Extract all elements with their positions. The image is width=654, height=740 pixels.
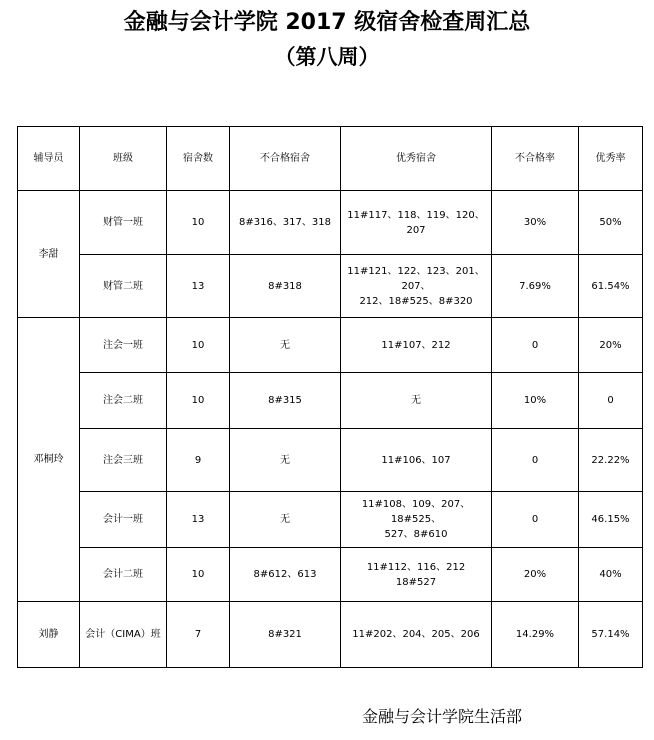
- cell-class: 会计二班: [80, 548, 167, 602]
- cell-fail-rate: 0: [492, 429, 579, 492]
- cell-excellent-rate: 22.22%: [579, 429, 643, 492]
- cell-excellent-dorms: [341, 492, 492, 548]
- cell-fail-dorms: 8#316、317、318: [230, 191, 341, 255]
- table-row: [18, 548, 643, 602]
- header-counselor: 辅导员: [18, 127, 80, 191]
- document-title: 金融与会计学院 2017 级宿舍检查周汇总: [123, 10, 531, 35]
- cell-fail-dorms: 无: [230, 492, 341, 548]
- cell-dorm-count: 9: [167, 429, 230, 492]
- cell-class: 财管二班: [80, 255, 167, 318]
- cell-excellent-dorms: [341, 429, 492, 492]
- cell-fail-dorms: 无: [230, 429, 341, 492]
- cell-fail-rate: 10%: [492, 373, 579, 429]
- table-row: [18, 318, 643, 373]
- cell-fail-rate: 0: [492, 318, 579, 373]
- cell-fail-dorms: 无: [230, 318, 341, 373]
- excellent-dorms-line: 11#112、116、212: [366, 561, 466, 573]
- cell-class: 注会二班: [80, 373, 167, 429]
- excellent-dorms-line: 11#108、109、207、18#525、: [361, 499, 471, 525]
- cell-excellent-rate: 20%: [579, 318, 643, 373]
- excellent-dorms-line: 212、18#525、8#320: [359, 295, 473, 307]
- excellent-dorms-line: 527、8#610: [384, 529, 448, 540]
- header-excellent-dorms: 优秀宿舍: [341, 127, 492, 191]
- cell-dorm-count: 7: [167, 602, 230, 668]
- excellent-dorms-line: 11#121、122、123、201、207、: [347, 265, 485, 292]
- cell-excellent-rate: 57.14%: [579, 602, 643, 668]
- cell-dorm-count: 10: [167, 191, 230, 255]
- excellent-dorms-line: 11#106、107: [381, 454, 451, 466]
- cell-fail-rate: 7.69%: [492, 255, 579, 318]
- dorm-inspection-table: [17, 126, 643, 668]
- cell-excellent-dorms: [341, 255, 492, 318]
- excellent-dorms-line: 11#107、212: [381, 339, 451, 351]
- cell-fail-rate: 30%: [492, 191, 579, 255]
- cell-counselor: 刘静: [18, 602, 80, 668]
- cell-excellent-rate: 46.15%: [579, 492, 643, 548]
- cell-fail-dorms: 8#321: [230, 602, 341, 668]
- footer-department: 金融与会计学院生活部: [362, 707, 523, 726]
- excellent-dorms-line: 11#117、118、119、120、207: [347, 209, 485, 236]
- cell-class: 会计（CIMA）班: [80, 602, 167, 668]
- table-row: [18, 255, 643, 318]
- cell-fail-dorms: 8#318: [230, 255, 341, 318]
- cell-excellent-dorms: [341, 373, 492, 429]
- cell-excellent-dorms: [341, 191, 492, 255]
- cell-dorm-count: 10: [167, 548, 230, 602]
- cell-class: 财管一班: [80, 191, 167, 255]
- cell-dorm-count: 10: [167, 373, 230, 429]
- cell-class: 注会三班: [80, 429, 167, 492]
- cell-fail-dorms: 8#612、613: [230, 548, 341, 602]
- cell-class: 注会一班: [80, 318, 167, 373]
- cell-fail-dorms: 8#315: [230, 373, 341, 429]
- cell-excellent-dorms: [341, 318, 492, 373]
- header-fail-rate: 不合格率: [492, 127, 579, 191]
- table-row: [18, 191, 643, 255]
- cell-dorm-count: 13: [167, 492, 230, 548]
- cell-dorm-count: 13: [167, 255, 230, 318]
- cell-counselor: 邓桐玲: [18, 318, 80, 602]
- header-row: [18, 127, 643, 191]
- table-row: [18, 492, 643, 548]
- table-row: [18, 373, 643, 429]
- header-excellent-rate: 优秀率: [579, 127, 643, 191]
- excellent-dorms-line: 无: [411, 395, 421, 406]
- cell-excellent-dorms: [341, 548, 492, 602]
- table-row: [18, 602, 643, 668]
- header-fail-dorms: 不合格宿舍: [230, 127, 341, 191]
- cell-class: 会计一班: [80, 492, 167, 548]
- table-row: [18, 429, 643, 492]
- cell-excellent-rate: 40%: [579, 548, 643, 602]
- excellent-dorms-line: 18#527: [395, 576, 437, 588]
- cell-excellent-rate: 0: [579, 373, 643, 429]
- header-dorm-count: 宿舍数: [167, 127, 230, 191]
- cell-fail-rate: 20%: [492, 548, 579, 602]
- cell-fail-rate: 0: [492, 492, 579, 548]
- header-class: 班级: [80, 127, 167, 191]
- cell-excellent-dorms: [341, 602, 492, 668]
- excellent-dorms-line: 11#202、204、205、206: [352, 629, 480, 640]
- cell-excellent-rate: 50%: [579, 191, 643, 255]
- cell-counselor: 李甜: [18, 191, 80, 318]
- cell-dorm-count: 10: [167, 318, 230, 373]
- document-subtitle: （第八周）: [274, 45, 380, 69]
- cell-excellent-rate: 61.54%: [579, 255, 643, 318]
- cell-fail-rate: 14.29%: [492, 602, 579, 668]
